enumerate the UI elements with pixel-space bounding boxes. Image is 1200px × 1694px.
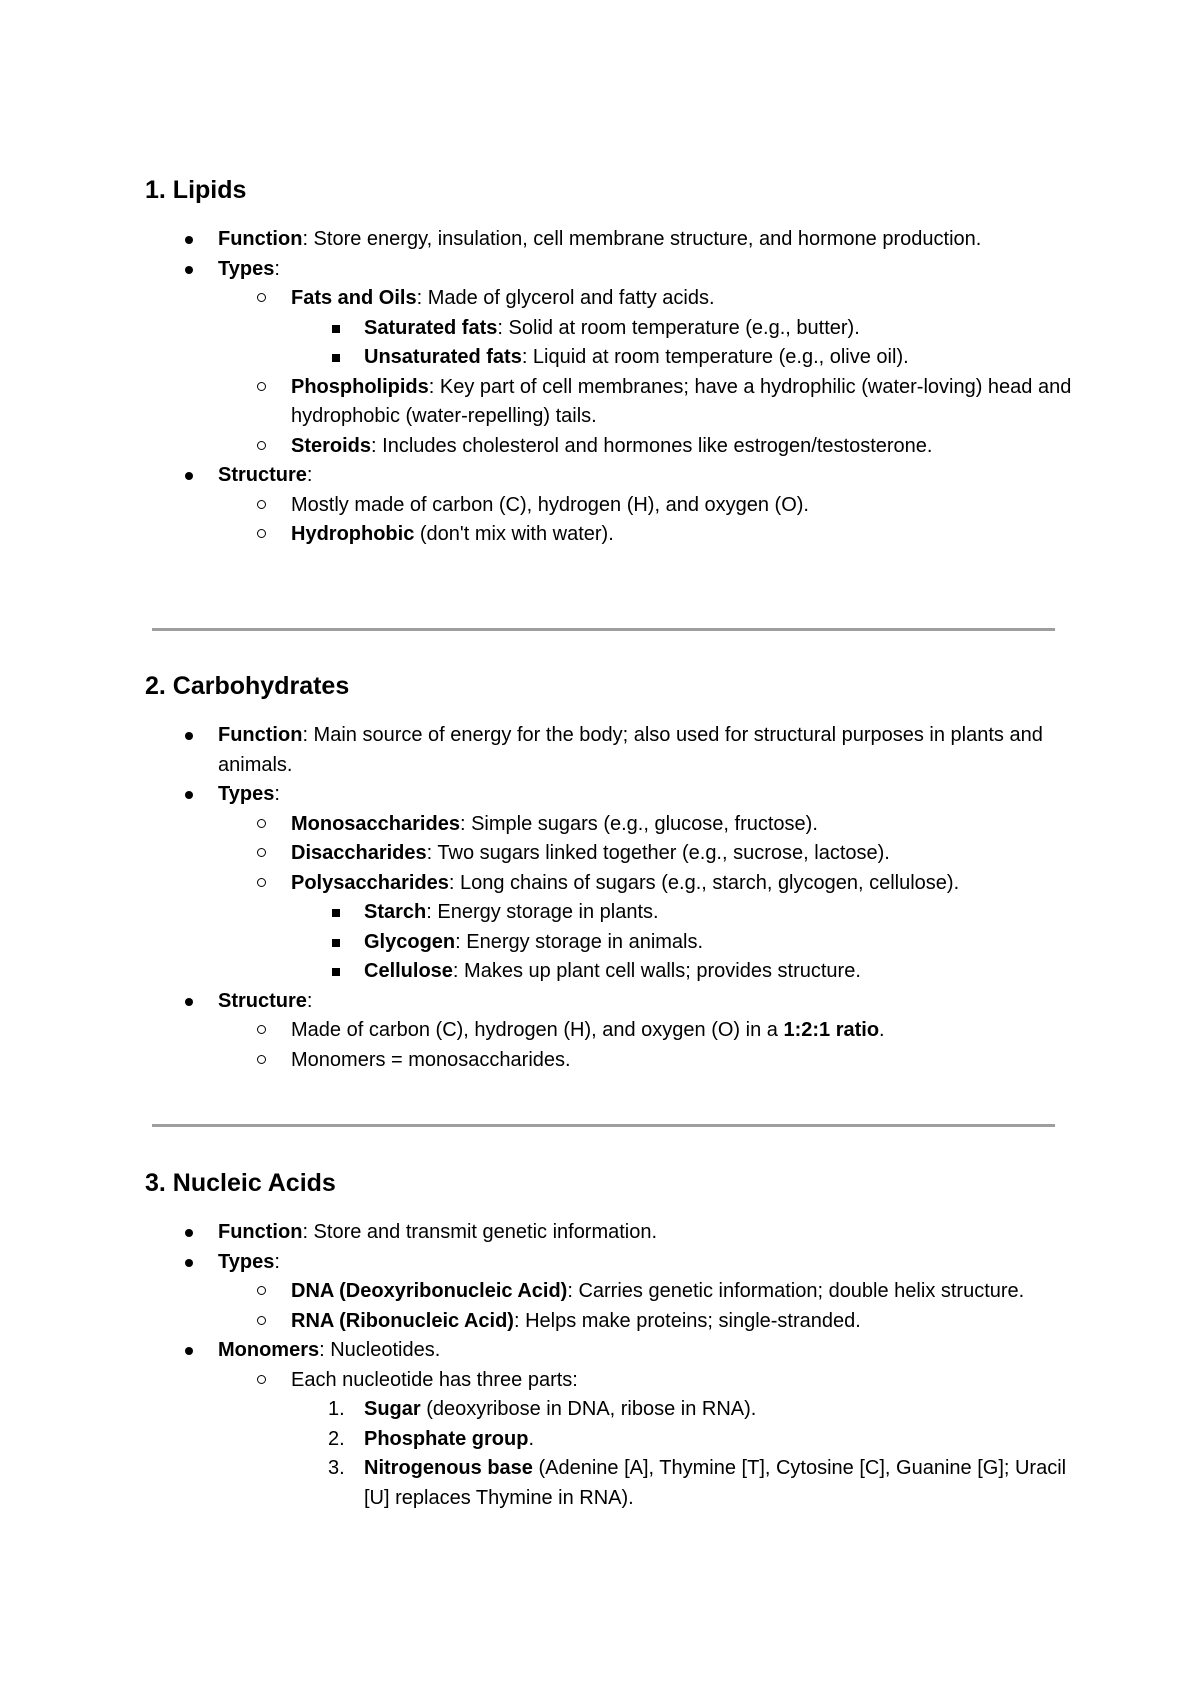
term-text: : Energy storage in plants. bbox=[426, 901, 659, 923]
term-text: : Two sugars linked together (e.g., sucrose, lactose). bbox=[426, 842, 890, 864]
term-text: : bbox=[274, 1250, 280, 1273]
list-item bbox=[145, 987, 1075, 1017]
term-text: Each nucleotide has three parts: bbox=[291, 1368, 578, 1391]
bullet-disc-icon bbox=[185, 1259, 193, 1267]
lipids-list bbox=[145, 225, 1075, 550]
term-label: Hydrophobic bbox=[291, 523, 415, 545]
carbohydrates-list bbox=[145, 721, 1075, 1075]
bullet-circle-icon bbox=[257, 1025, 266, 1034]
bullet-circle-icon bbox=[257, 1286, 266, 1295]
term-text: : Made of glycerol and fatty acids. bbox=[416, 287, 715, 309]
term-text: : Liquid at room temperature (e.g., olive oil). bbox=[521, 346, 909, 368]
list-item bbox=[145, 284, 1075, 314]
term-label: Function bbox=[218, 724, 303, 746]
term-label: Sugar bbox=[364, 1398, 421, 1420]
bullet-circle-icon bbox=[257, 293, 266, 302]
term-label: Unsaturated fats bbox=[364, 346, 522, 368]
list-item bbox=[145, 1425, 1075, 1455]
term-label: Disaccharides bbox=[291, 842, 427, 864]
list-item bbox=[145, 928, 1075, 958]
bullet-circle-icon bbox=[257, 819, 266, 828]
bullet-circle-icon bbox=[257, 1375, 266, 1384]
section-nucleic-acids bbox=[145, 1168, 1075, 1513]
nucleic-acids-list bbox=[145, 1218, 1075, 1513]
bullet-circle-icon bbox=[257, 878, 266, 887]
bullet-circle-icon bbox=[257, 1055, 266, 1064]
term-label: Saturated fats bbox=[364, 316, 498, 339]
bullet-disc-icon bbox=[185, 472, 193, 480]
term-text: : Long chains of sugars (e.g., starch, glycogen, cellulose). bbox=[448, 871, 960, 894]
term-label: Structure bbox=[218, 464, 307, 486]
term-text: : Store energy, insulation, cell membrane structure, and hormone production. bbox=[302, 228, 982, 250]
list-number: 3. bbox=[328, 1457, 345, 1479]
term-text: : bbox=[274, 783, 280, 805]
term-text: : Energy storage in animals. bbox=[455, 930, 704, 953]
list-item bbox=[145, 1016, 1075, 1046]
list-item bbox=[145, 1366, 1075, 1396]
term-text: : bbox=[306, 464, 313, 486]
bullet-circle-icon bbox=[257, 441, 266, 450]
section-title-nucleic-acids: 3. Nucleic Acids bbox=[145, 1169, 336, 1197]
term-label: Cellulose bbox=[364, 960, 453, 982]
term-label: Phospholipids bbox=[291, 375, 429, 398]
horizontal-divider bbox=[152, 628, 1055, 631]
bullet-disc-icon bbox=[185, 266, 193, 274]
bullet-disc-icon bbox=[185, 791, 193, 799]
term-label: Polysaccharides bbox=[291, 871, 449, 894]
term-label: 1:2:1 ratio bbox=[783, 1019, 880, 1041]
list-item bbox=[145, 1248, 1075, 1278]
term-text: : Nucleotides. bbox=[319, 1339, 441, 1361]
term-text: : Carries genetic information; double helix structure. bbox=[567, 1280, 1025, 1302]
term-text: : Store and transmit genetic information. bbox=[302, 1221, 658, 1243]
bullet-circle-icon bbox=[257, 1316, 266, 1325]
list-item bbox=[145, 1046, 1075, 1076]
term-label: Fats and Oils bbox=[291, 287, 417, 309]
term-label: Types bbox=[218, 257, 275, 280]
list-item bbox=[145, 1277, 1075, 1307]
bullet-disc-icon bbox=[185, 236, 193, 244]
term-text: : Key part of cell membranes; have a hydrophilic (water-loving) head and hydrophobic (water-repelling) tails. bbox=[291, 375, 1072, 427]
list-item bbox=[145, 520, 1075, 550]
term-label: DNA (Deoxyribonucleic Acid) bbox=[291, 1280, 568, 1302]
bullet-circle-icon bbox=[257, 529, 266, 538]
section-carbohydrates bbox=[145, 671, 1075, 1075]
list-item bbox=[145, 1307, 1075, 1337]
term-text: : bbox=[306, 989, 313, 1012]
list-item bbox=[145, 461, 1075, 491]
term-label: Starch bbox=[364, 901, 427, 923]
term-text: : Main source of energy for the body; also used for structural purposes in plants and animals. bbox=[218, 724, 1043, 776]
section-title-carbohydrates: 2. Carbohydrates bbox=[145, 672, 350, 700]
term-label: Glycogen bbox=[364, 930, 456, 953]
bullet-disc-icon bbox=[185, 732, 193, 740]
list-item bbox=[145, 1454, 1075, 1513]
list-number: 2. bbox=[328, 1427, 345, 1450]
term-text: : Simple sugars (e.g., glucose, fructose). bbox=[459, 812, 818, 835]
term-text: . bbox=[528, 1427, 535, 1450]
term-label: Phosphate group bbox=[364, 1427, 529, 1450]
bullet-square-icon bbox=[332, 939, 340, 947]
section-lipids bbox=[145, 175, 1075, 550]
bullet-circle-icon bbox=[257, 500, 266, 509]
term-label: Steroids bbox=[291, 434, 372, 457]
list-item bbox=[145, 1218, 1075, 1248]
list-item bbox=[145, 343, 1075, 373]
term-label: Types bbox=[218, 783, 275, 805]
term-text: : Helps make proteins; single-stranded. bbox=[513, 1309, 861, 1332]
bullet-square-icon bbox=[332, 325, 340, 333]
term-text: : bbox=[274, 257, 280, 280]
horizontal-divider bbox=[152, 1124, 1055, 1127]
list-item bbox=[145, 225, 1075, 255]
section-title-lipids: 1. Lipids bbox=[145, 176, 247, 204]
bullet-disc-icon bbox=[185, 998, 193, 1006]
term-text: : Makes up plant cell walls; provides structure. bbox=[452, 960, 861, 982]
list-number: 1. bbox=[328, 1398, 345, 1420]
term-text: (don't mix with water). bbox=[414, 523, 614, 545]
term-label: Monomers bbox=[218, 1339, 320, 1361]
list-item bbox=[145, 491, 1075, 521]
bullet-circle-icon bbox=[257, 382, 266, 391]
bullet-square-icon bbox=[332, 968, 340, 976]
bullet-disc-icon bbox=[185, 1347, 193, 1355]
term-text: (deoxyribose in DNA, ribose in RNA). bbox=[420, 1398, 757, 1420]
list-item bbox=[145, 373, 1075, 432]
bullet-circle-icon bbox=[257, 848, 266, 857]
term-label: Types bbox=[218, 1250, 275, 1273]
list-item bbox=[145, 780, 1075, 810]
term-label: Function bbox=[218, 1221, 303, 1243]
term-text: . bbox=[879, 1019, 885, 1041]
list-item bbox=[145, 255, 1075, 285]
bullet-disc-icon bbox=[185, 1229, 193, 1237]
list-item bbox=[145, 1395, 1075, 1425]
term-label: RNA (Ribonucleic Acid) bbox=[291, 1309, 514, 1332]
term-text: : Includes cholesterol and hormones like estrogen/testosterone. bbox=[371, 434, 933, 457]
list-item bbox=[145, 1336, 1075, 1366]
term-text: (Adenine [A], Thymine [T], Cytosine [C], Guanine [G]; Uracil [U] replaces Thymine in RNA). bbox=[364, 1457, 1067, 1509]
term-label: Structure bbox=[218, 989, 307, 1012]
list-item bbox=[145, 898, 1075, 928]
list-item bbox=[145, 314, 1075, 344]
list-item bbox=[145, 957, 1075, 987]
list-item bbox=[145, 869, 1075, 899]
list-item bbox=[145, 721, 1075, 780]
bullet-square-icon bbox=[332, 909, 340, 917]
list-item bbox=[145, 839, 1075, 869]
term-text: Made of carbon (C), hydrogen (H), and oxygen (O) in a bbox=[291, 1019, 784, 1041]
term-text: : Solid at room temperature (e.g., butter). bbox=[497, 316, 860, 339]
list-item bbox=[145, 432, 1075, 462]
term-label: Function bbox=[218, 228, 303, 250]
term-label: Monosaccharides bbox=[291, 812, 460, 835]
bullet-square-icon bbox=[332, 354, 340, 362]
term-text: Monomers = monosaccharides. bbox=[291, 1048, 571, 1071]
list-item bbox=[145, 810, 1075, 840]
term-text: Mostly made of carbon (C), hydrogen (H), and oxygen (O). bbox=[291, 493, 809, 516]
term-label: Nitrogenous base bbox=[364, 1457, 533, 1479]
